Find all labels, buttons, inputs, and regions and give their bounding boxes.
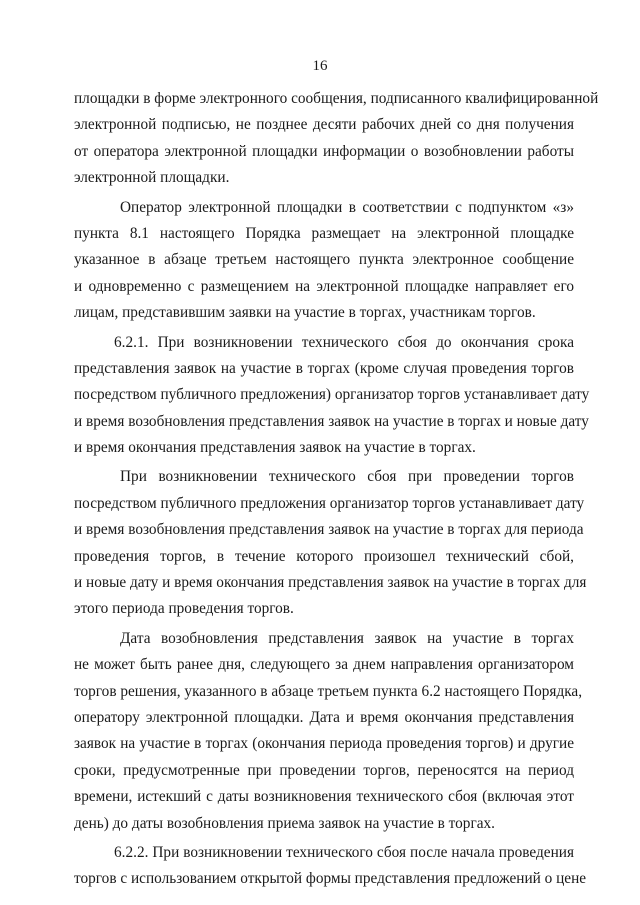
text-line: торгов решения, указанного в абзаце третьем пункта 6.2 настоящего Порядка, <box>74 682 583 700</box>
text-line: 6.2.2. При возникновении технического сбоя после начала проведения <box>114 843 574 861</box>
text-line: и время возобновления представления заявок на участие в торгах и новые дату <box>74 412 589 430</box>
text-line: проведения торгов, в течение которого произошел технический сбой, <box>74 547 574 565</box>
text-line: 6.2.1. При возникновении технического сбоя до окончания срока <box>114 333 574 351</box>
text-line: представления заявок на участие в торгах (кроме случая проведения торгов <box>74 359 574 377</box>
page-number: 16 <box>312 58 328 74</box>
text-line: сроки, предусмотренные при проведении торгов, переносятся на период <box>74 761 574 779</box>
text-line: указанное в абзаце третьем настоящего пункта электронное сообщение <box>74 251 574 269</box>
text-line: посредством публичного предложения организатор торгов устанавливает дату <box>74 494 585 512</box>
text-line: торгов с использованием открытой формы представления предложений о цене <box>74 870 587 888</box>
text-line: не может быть ранее дня, следующего за днем направления организатором <box>74 656 574 674</box>
text-line: этого периода проведения торгов. <box>74 600 294 618</box>
text-line: пункта 8.1 настоящего Порядка размещает на электронной площадке <box>74 224 574 242</box>
text-line: Дата возобновления представления заявок на участие в торгах <box>120 629 574 647</box>
text-line: электронной площадки. <box>74 169 230 187</box>
text-line: электронной подписью, не позднее десяти рабочих дней со дня получения <box>74 116 574 134</box>
text-line: и время окончания представления заявок на участие в торгах. <box>74 439 476 457</box>
text-line: заявок на участие в торгах (окончания периода проведения торгов) и другие <box>74 735 574 753</box>
text-line: день) до даты возобновления приема заявок на участие в торгах. <box>74 814 495 832</box>
text-line: и новые дату и время окончания представления заявок на участие в торгах для <box>74 574 587 592</box>
text-line: и время возобновления представления заявок на участие в торгах для периода <box>74 521 584 539</box>
text-line: лицам, представившим заявки на участие в торгах, участникам торгов. <box>74 304 536 322</box>
document-body <box>74 86 599 893</box>
text-line: посредством публичного предложения) организатор торгов устанавливает дату <box>74 386 590 404</box>
text-line: оператору электронной площадки. Дата и время окончания представления <box>74 708 574 726</box>
text-line: Оператор электронной площадки в соответствии с подпунктом «з» <box>120 198 574 216</box>
text-line: от оператора электронной площадки информации о возобновлении работы <box>74 142 574 160</box>
text-line: времени, истекший с даты возникновения технического сбоя (включая этот <box>74 788 574 806</box>
text-line: При возникновении технического сбоя при проведении торгов <box>120 468 574 486</box>
text-line: и одновременно с размещением на электронной площадке направляет его <box>74 277 574 295</box>
text-line: площадки в форме электронного сообщения, подписанного квалифицированной <box>74 90 599 107</box>
